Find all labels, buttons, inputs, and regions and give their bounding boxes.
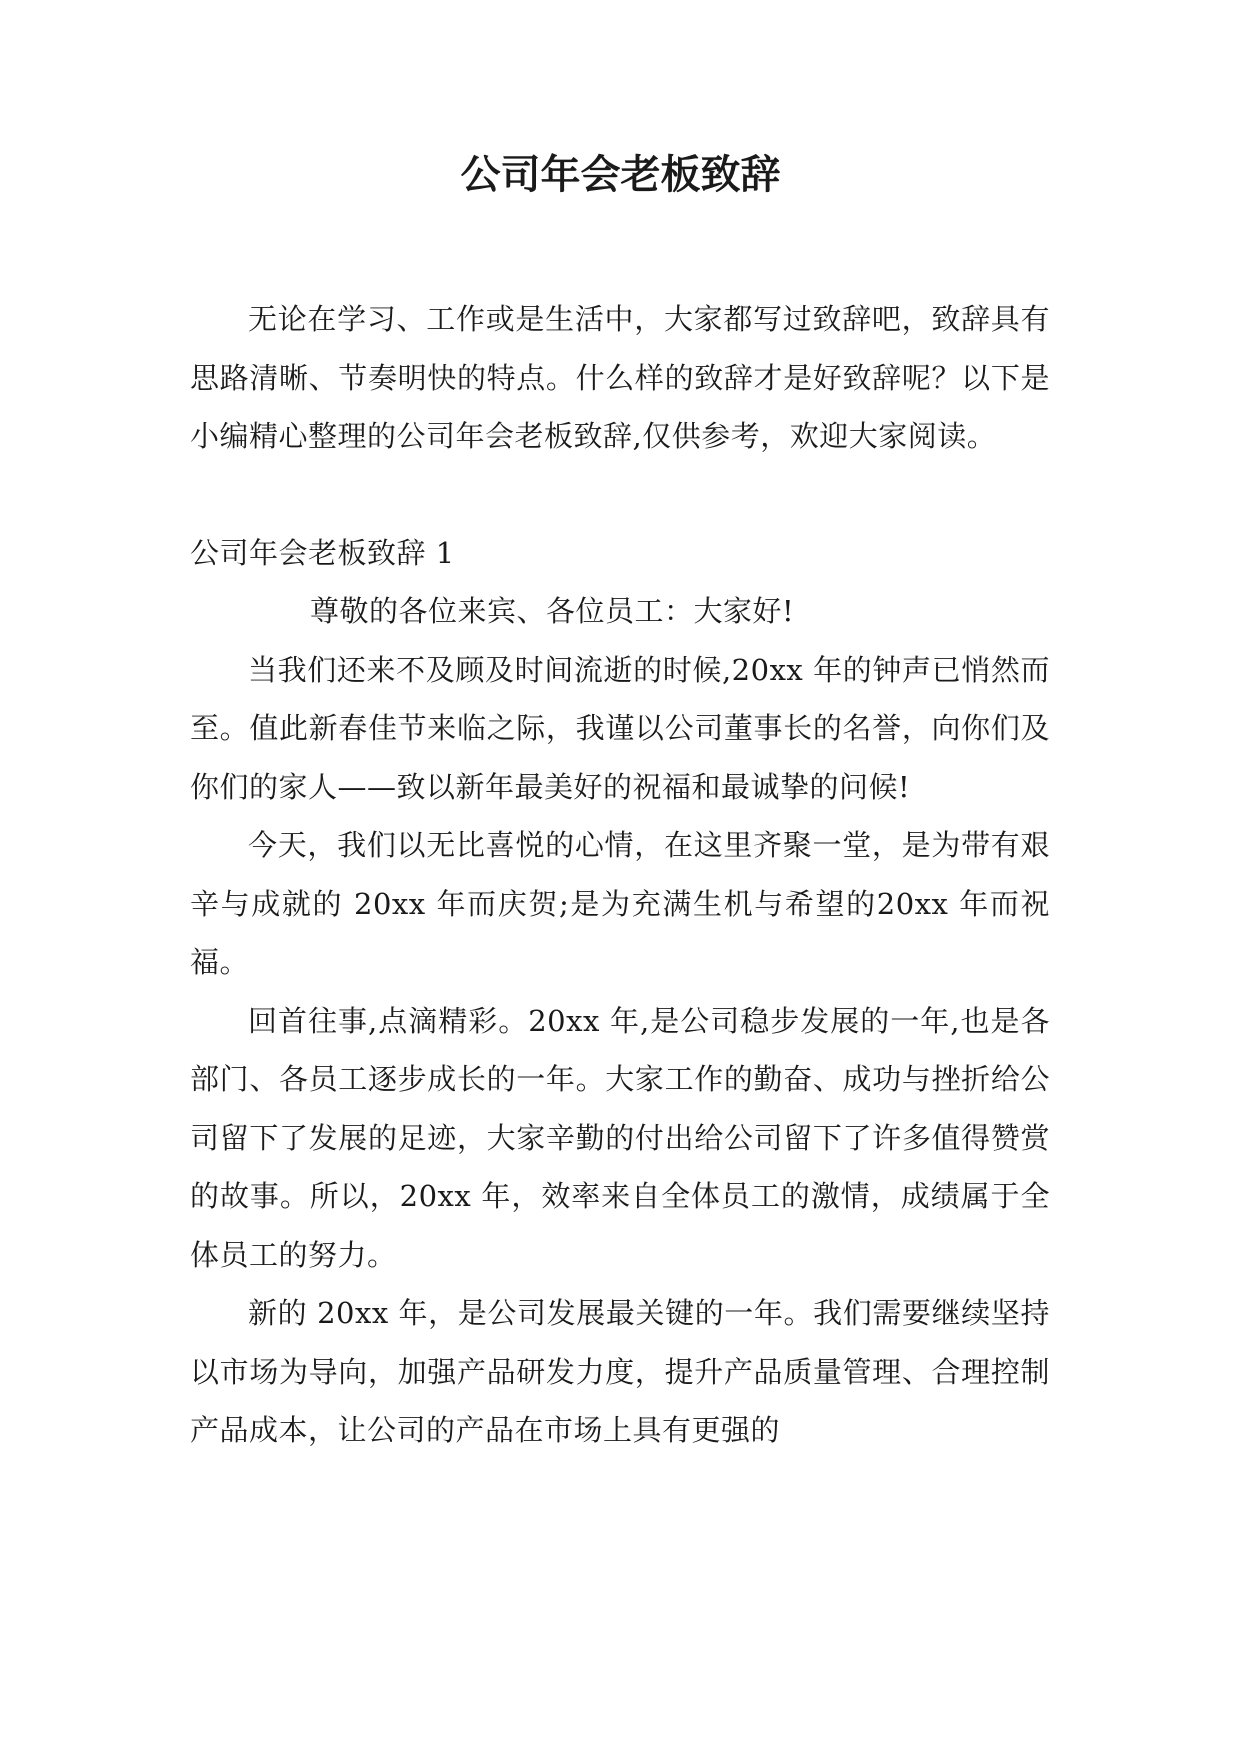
body-paragraph: 今天，我们以无比喜悦的心情，在这里齐聚一堂，是为带有艰辛与成就的 20xx 年而庆贺;是为充满生机与希望的20xx 年而祝福。 — [190, 828, 1050, 979]
document-body — [190, 290, 1050, 1460]
body-paragraph: 当我们还来不及顾及时间流逝的时候,20xx 年的钟声已悄然而至。值此新春佳节来临之际，我谨以公司董事长的名誉，向你们及你们的家人——致以新年最美好的祝福和最诚挚的问候! — [190, 652, 1050, 804]
document-title: 公司年会老板致辞 — [460, 152, 781, 198]
body-paragraph: 回首往事,点滴精彩。20xx 年,是公司稳步发展的一年,也是各部门、各员工逐步成长的一年。大家工作的勤奋、成功与挫折给公司留下了发展的足迹，大家辛勤的付出给公司留下了许多值得赞赏的故事。所以，20xx 年，效率来自全体员工的激情，成绩属于全体员工的努力。 — [190, 1003, 1050, 1272]
intro-paragraph: 无论在学习、工作或是生活中，大家都写过致辞吧，致辞具有思路清晰、节奏明快的特点。什么样的致辞才是好致辞呢？以下是小编精心整理的公司年会老板致辞,仅供参考，欢迎大家阅读。 — [190, 302, 1050, 453]
body-paragraph: 新的 20xx 年，是公司发展最关键的一年。我们需要继续坚持以市场为导向，加强产品研发力度，提升产品质量管理、合理控制产品成本，让公司的产品在市场上具有更强的 — [190, 1296, 1050, 1447]
salutation-line: 尊敬的各位来宾、各位员工：大家好! — [310, 594, 795, 628]
section-heading: 公司年会老板致辞 1 — [190, 535, 455, 570]
paragraph-spacer — [190, 466, 1050, 524]
